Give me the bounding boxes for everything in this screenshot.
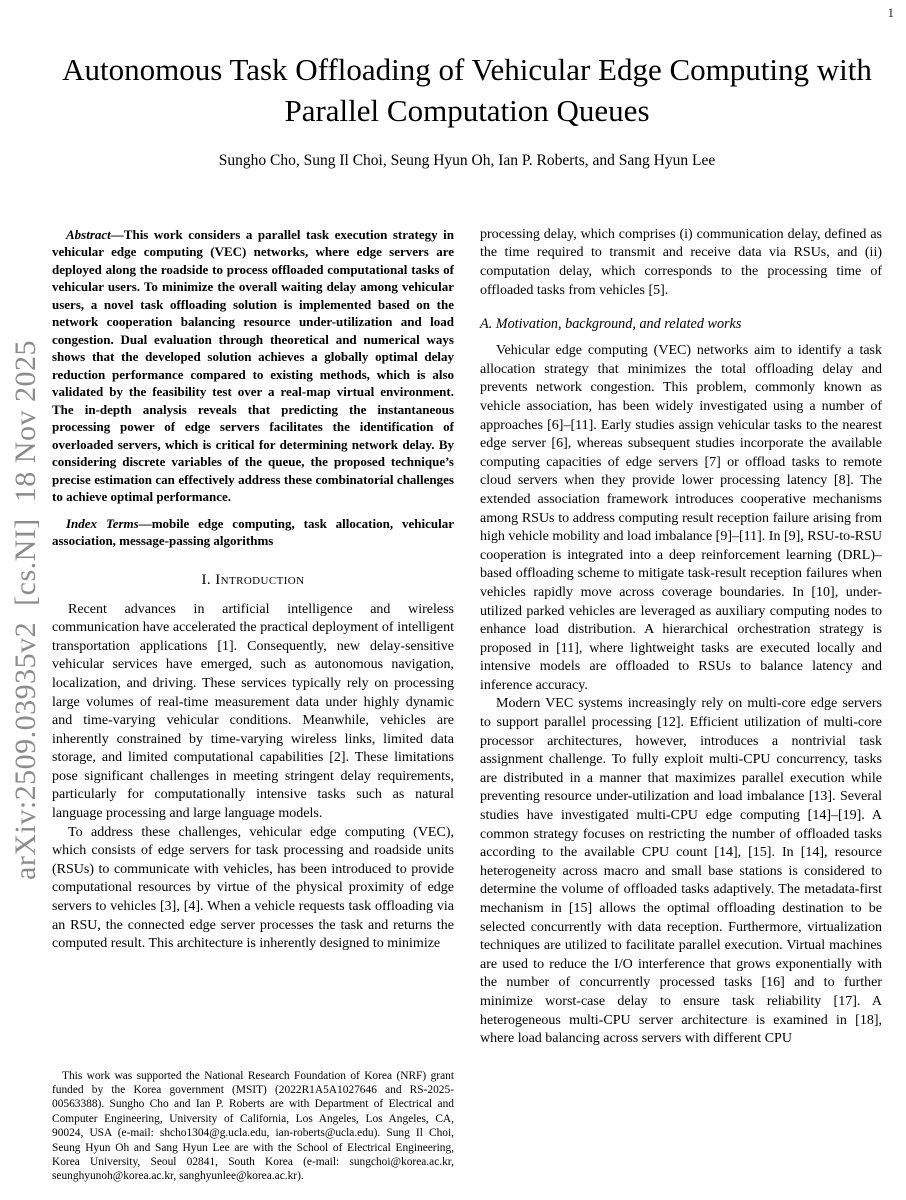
two-column-body xyxy=(52,226,882,1184)
paper-content xyxy=(52,0,882,1200)
related-works-paragraph-2: Modern VEC systems increasingly rely on multi-core edge servers to support parallel processing [12]. Efficient utilization of multi-core processor architectures, however, introduces a nontrivial task assignment challenge. To fully exploit multi-CPU concurrency, tasks are distributed in a manner that maximizes parallel execution while preventing resource under-utilization and load imbalance [13]. Several studies have investigated multi-CPU edge computing [14]–[19]. A common strategy focuses on restricting the number of offloaded tasks according to the available CPU count [14], [15]. In [14], resource heterogeneity across macro and small base stations is considered to determine the volume of offloaded tasks adaptively. The metadata-first mechanism in [15] allows the optimal offloading destination to be selected concurrently with data reception. Furthermore, virtualization techniques are utilized to facilitate parallel execution. Virtual machines are used to reduce the I/O interference that grows exponentially with the number of concurrently processed tasks [16] and to further minimize worst-case delay to ensure task reliability [17]. A heterogeneous multi-CPU server architecture is examined in [18], where load balancing across servers with different CPU xyxy=(480,696,882,1047)
left-column xyxy=(52,226,454,1184)
intro-paragraph-2: To address these challenges, vehicular edge computing (VEC), which consists of edge servers for task processing and roadside units (RSUs) to communicate with vehicles, has been introduced to provide computational resources by virtue of the physical proximity of edge servers to vehicles [3], [4]. When a vehicle requests task offloading via an RSU, the connected edge server processes the task and returns the computed result. This architecture is inherently designed to minimize xyxy=(52,824,454,952)
index-terms-text: mobile edge computing, task allocation, vehicular association, message-passing algorithms xyxy=(52,515,454,549)
index-terms-label: Index Terms— xyxy=(66,515,152,531)
page-number: 1 xyxy=(887,5,894,20)
paper-title: Autonomous Task Offloading of Vehicular Edge Computing with Parallel Computation Queues xyxy=(62,52,872,128)
intro-paragraph-1: Recent advances in artificial intelligence and wireless communication have accelerated the practical deployment of intelligent transportation applications [1]. Consequently, new delay-sensitive vehicular services have emerged, such as autonomous navigation, localization, and driving. These services typically rely on processing large volumes of real-time measurement data under highly dynamic and time-varying vehicular conditions. Meanwhile, vehicles are inherently constrained by time-varying wireless links, limited data storage, and limited computational capabilities [2]. These limitations pose significant challenges in meeting stringent delay requirements, particularly for computationally intensive tasks such as natural language processing and large language models. xyxy=(52,601,454,822)
author-footnote: This work was supported the National Research Foundation of Korea (NRF) grant funded by the Korea government (MSIT) (2022R1A5A1027646 and RS-2025-00563388). Sungho Cho and Ian P. Roberts are with Department of Electrical and Computer Engineering, University of California, Los Angeles, Los Angeles, CA, 90024, USA (e-mail: shcho1304@g.ucla.edu, ian-roberts@ucla.edu). Sung Il Choi, Seung Hyun Oh and Sang Hyun Lee are with the School of Electrical Engineering, Korea University, Seoul 02841, South Korea (e-mail: sungchoi@korea.ac.kr, seunghyunoh@korea.ac.kr, sanghyunlee@korea.ac.kr). xyxy=(52,1069,454,1183)
abstract-text: This work considers a parallel task execution strategy in vehicular edge computing (VEC) networks, where edge servers are deployed along the roadside to process offloaded computational tasks of vehicular users. To minimize the overall waiting delay among vehicular users, a novel task offloading solution is implemented based on the network cooperation balancing resource under-utilization and load congestion. Dual evaluation through theoretical and numerical ways shows that the developed solution achieves a globally optimal delay reduction performance compared to existing methods, which is also validated by the feasibility test over a real-map virtual environment. The in-depth analysis reveals that predicting the instantaneous processing power of edge servers facilitates the identification of overloaded servers, which is critical for determining network delay. By considering discrete variables of the queue, the proposed technique’s precise estimation can effectively address these combinatorial challenges to achieve optimal performance. xyxy=(52,226,454,505)
subsection-heading-motivation: A. Motivation, background, and related works xyxy=(480,316,742,333)
abstract xyxy=(52,226,454,506)
continuation-paragraph: processing delay, which comprises (i) communication delay, defined as the time required to transmit and receive data via RSUs, and (ii) computation delay, which corresponds to the processing time of offloaded tasks from vehicles [5]. xyxy=(480,226,882,298)
abstract-label: Abstract— xyxy=(66,226,124,242)
index-terms xyxy=(52,515,454,550)
section-heading-introduction: I. Introduction xyxy=(201,571,305,588)
right-column xyxy=(480,226,882,1184)
arxiv-watermark: arXiv:2509.03935v2 [cs.NI] 18 Nov 2025 xyxy=(9,340,42,880)
related-works-paragraph-1: Vehicular edge computing (VEC) networks aim to identify a task allocation strategy that minimizes the total offloading delay and prevents network congestion. This problem, commonly known as vehicle association, has been widely investigated using a number of approaches [6]–[11]. Early studies assign vehicular tasks to the nearest edge server [6], whereas subsequent studies incorporate the available computing capacities of edge servers [7] or offload tasks to remote cloud servers when they provide lower processing latency [8]. The extended association framework introduces cooperative mechanisms among RSUs to address computing result reception failure arising from high vehicle mobility and load imbalance [9]–[11]. In [9], RSU-to-RSU cooperation is integrated into a deep reinforcement learning (DRL)–based offloading scheme to mitigate task-result reception failures when vehicles rapidly move across coverage boundaries. In [10], under-utilized parked vehicles are leveraged as auxiliary computing nodes to enhance load distribution. A hierarchical orchestration strategy is proposed in [11], where lightweight tasks are executed locally and intensive models are offloaded to RSUs to balance latency and inference accuracy. xyxy=(480,343,882,693)
paper-authors: Sungho Cho, Sung Il Choi, Seung Hyun Oh, Ian P. Roberts, and Sang Hyun Lee xyxy=(218,151,716,169)
